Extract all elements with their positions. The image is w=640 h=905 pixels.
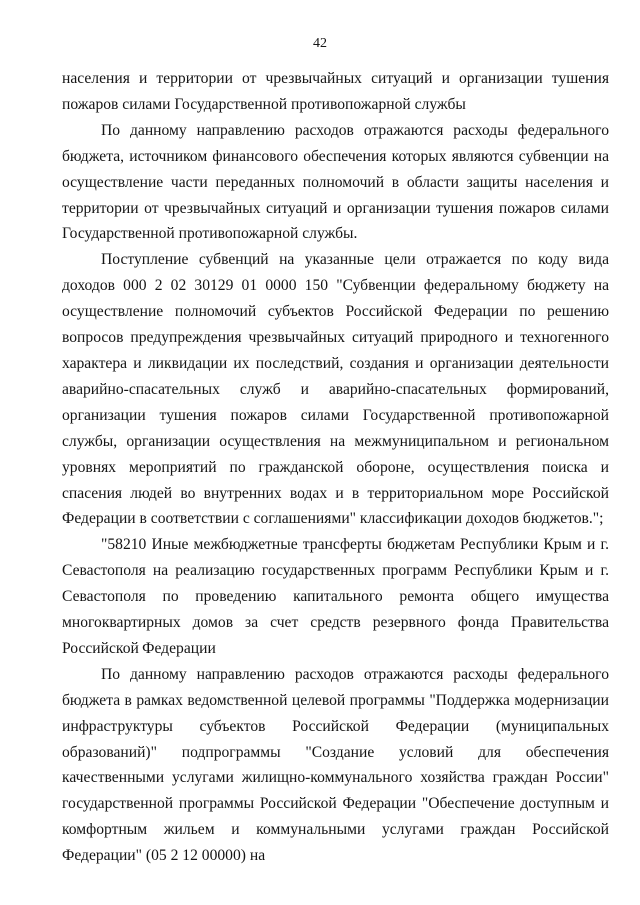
paragraph-expense-item-58210: "58210 Иные межбюджетные трансферты бюджетам Республики Крым и г. Севастополя на реализацию государственных программ Республики Крым и г. Севастополя по проведению капитального ремонта общего имущества многоквартирных домов за счет средств резервного фонда Правительства Российской Федерации bbox=[62, 536, 609, 657]
paragraph-expense-description: По данному направлению расходов отражаются расходы федерального бюджета, источником финансового обеспечения которых являются субвенции на осуществление части переданных полномочий в области защиты населения и территории от чрезвычайных ситуаций и организации тушения пожаров силами Государственной противопожарной службы. bbox=[62, 121, 609, 243]
document-body bbox=[62, 66, 609, 869]
page-number: 42 bbox=[313, 36, 327, 51]
paragraph-program-description: По данному направлению расходов отражаются расходы федерального бюджета в рамках ведомственной целевой программы "Поддержка модернизации инфраструктуры субъектов Российской Федерации (муниципальных образований)" подпрограммы "Создание условий для обеспечения качественными услугами жилищно-коммунального хозяйства граждан России" государственной программы Российской Федерации "Обеспечение доступным и комфортным жильем и коммунальными услугами граждан Российской Федерации" (05 2 12 00000) на bbox=[62, 665, 609, 865]
paragraph-revenue-code: Поступление субвенций на указанные цели отражается по коду вида доходов 000 2 02 30129 01 0000 150 "Субвенции федеральному бюджету на осуществление полномочий субъектов Российской Федерации по решению вопросов предупреждения чрезвычайных ситуаций природного и техногенного характера и ликвидации их последствий, создания и организации деятельности аварийно-спасательных служб и аварийно-спасательных формирований, организации тушения пожаров силами Государственной противопожарной службы, организации осуществления на межмуниципальном и региональном уровнях мероприятий по гражданской обороне, осуществления поиска и спасения людей во внутренних водах и в территориальном море Российской Федерации в соответствии с соглашениями" классификации доходов бюджетов."; bbox=[62, 251, 609, 528]
paragraph-continuation: населения и территории от чрезвычайных ситуаций и организации тушения пожаров силами Государственной противопожарной службы bbox=[62, 70, 609, 113]
